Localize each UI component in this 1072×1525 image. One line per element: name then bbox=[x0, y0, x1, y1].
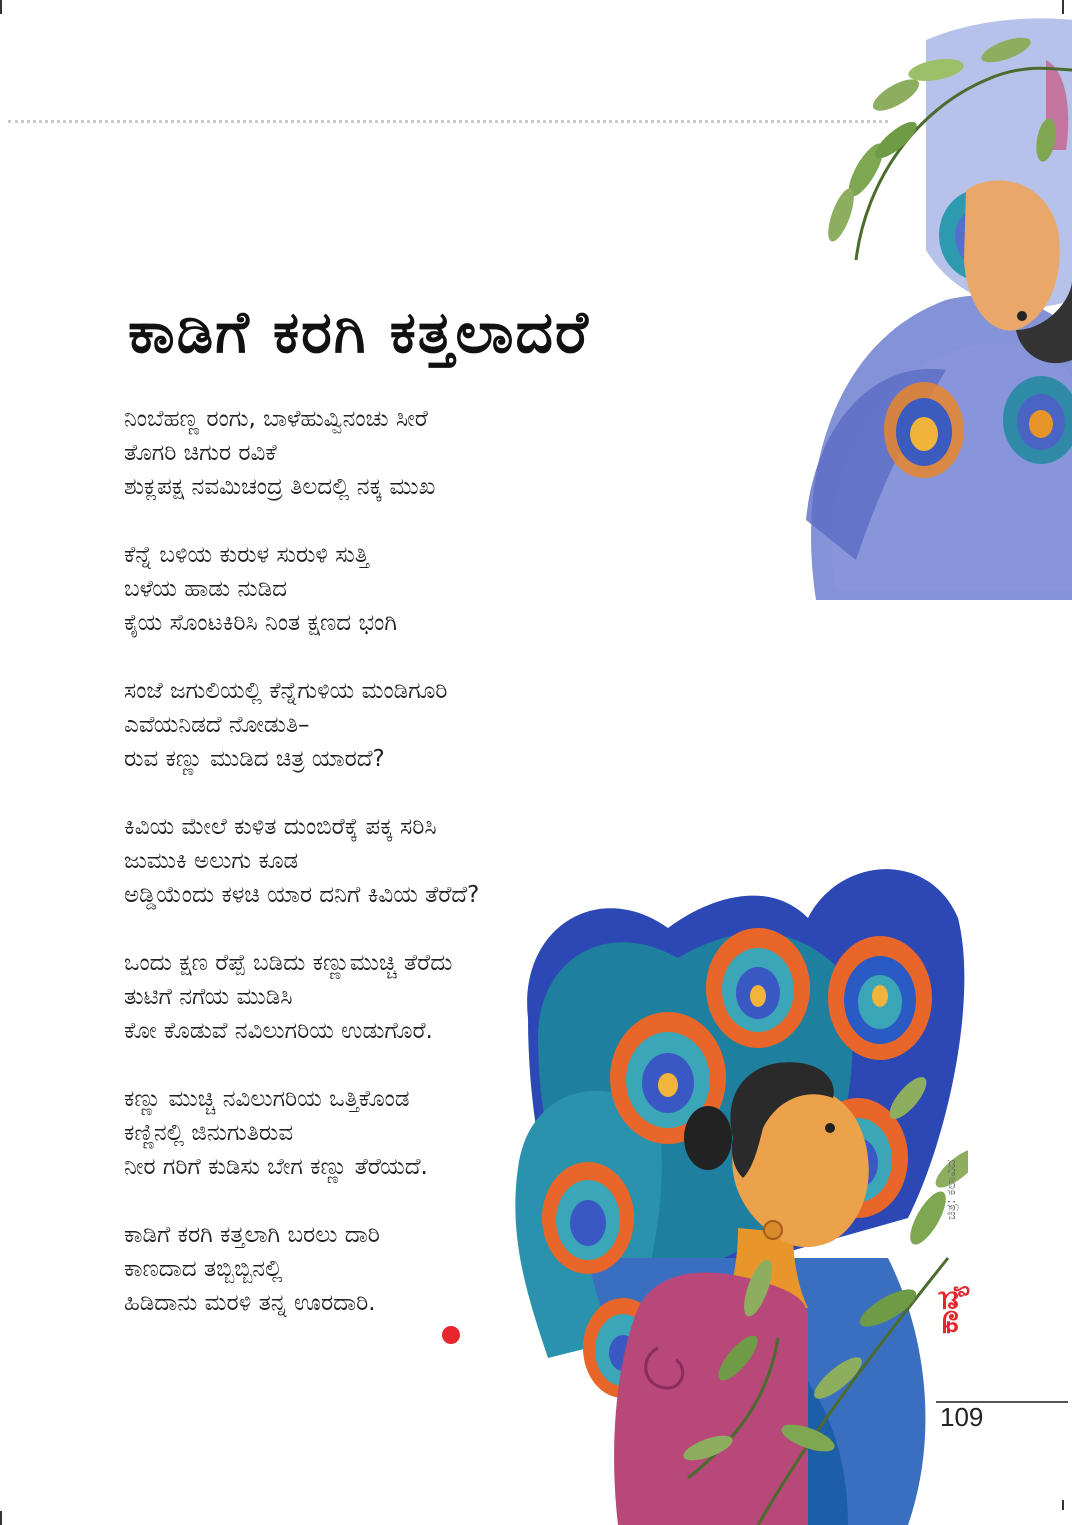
poem-stanza bbox=[124, 674, 594, 776]
feather-eye bbox=[828, 936, 932, 1060]
poem-stanza bbox=[124, 538, 594, 640]
poem-line: ಕಣ್ಣು ಮುಚ್ಚಿ ನವಿಲುಗರಿಯ ಒತ್ತಿಕೊಂಡ bbox=[124, 1086, 410, 1112]
poem-line: ನೀರ ಗರಿಗೆ ಕುಡಿಸು ಬೇಗ ಕಣ್ಣು ತೆರೆಯದೆ. bbox=[124, 1154, 428, 1180]
poem-line: ಎವೆಯನಿಡದೆ ನೋಡುತಿ– bbox=[124, 712, 310, 738]
crop-mark bbox=[0, 0, 2, 14]
poem-line: ಒಂದು ಕ್ಷಣ ರೆಪ್ಪೆ ಬಡಿದು ಕಣ್ಣುಮುಚ್ಚಿ ತೆರೆದು bbox=[124, 950, 453, 976]
poem-line: ಕಾಣದಾದ ತಬ್ಬಿಬ್ಬಿನಲ್ಲಿ bbox=[124, 1256, 283, 1282]
poem-line: ಕೆನ್ನೆ ಬಳಿಯ ಕುರುಳ ಸುರುಳಿ ಸುತ್ತಿ bbox=[124, 542, 369, 568]
poem-stanza bbox=[124, 402, 594, 504]
poem-line: ರುವ ಕಣ್ಣು ಮುಡಿದ ಚಿತ್ರ ಯಾರದೆ? bbox=[124, 746, 385, 772]
poem-line: ಕಾಡಿಗೆ ಕರಗಿ ಕತ್ತಲಾಗಿ ಬರಲು ದಾರಿ bbox=[124, 1222, 380, 1248]
poem-line: ಕೋ ಕೊಡುವೆ ನವಿಲುಗರಿಯ ಉಡುಗೊರೆ. bbox=[124, 1018, 433, 1044]
crop-mark bbox=[1062, 1500, 1064, 1510]
top-illustration bbox=[796, 0, 1072, 612]
poem-line: ಹಿಡಿದಾನು ಮರಳಿ ತನ್ನ ಊರದಾರಿ. bbox=[124, 1290, 376, 1316]
header-dotted-rule bbox=[8, 120, 888, 123]
poem-stanza bbox=[124, 946, 594, 1048]
poem-title: ಕಾಡಿಗೆ ಕರಗಿ ಕತ್ತಲಾದರೆ bbox=[128, 298, 591, 366]
section-tag: ಕಾವ್ಯ bbox=[930, 1286, 966, 1334]
poem-line: ಕೈಯ ಸೊಂಟಕಿರಿಸಿ ನಿಂತ ಕ್ಷಣದ ಭಂಗಿ bbox=[124, 610, 397, 636]
poem-line: ಶುಕ್ಲಪಕ್ಷ ನವಮಿಚಂದ್ರ ತಿಲದಲ್ಲಿ ನಕ್ಕ ಮುಖ bbox=[124, 474, 436, 500]
poem-stanza bbox=[124, 1218, 594, 1320]
end-marker-dot bbox=[442, 1326, 460, 1344]
page-number: 109 bbox=[940, 1402, 984, 1432]
poem-line: ಬಳೆಯ ಹಾಡು ನುಡಿದ bbox=[124, 576, 287, 602]
crop-mark bbox=[0, 1511, 2, 1525]
feather-eye bbox=[706, 928, 810, 1048]
poem-line: ಅಡ್ಡಿಯೆಂದು ಕಳಚಿ ಯಾರ ದನಿಗೆ ಕಿವಿಯ ತೆರೆದೆ? bbox=[124, 882, 480, 908]
poem-line: ಕಣ್ಣಿನಲ್ಲಿ ಜಿನುಗುತಿರುವ bbox=[124, 1120, 294, 1146]
poem-stanza bbox=[124, 1082, 594, 1184]
illustration-credit: ಚಿತ್ರ: ಕಲಾವಿದ bbox=[944, 1159, 959, 1220]
poem-line: ತುಟಿಗೆ ನಗೆಯ ಮುಡಿಸಿ bbox=[124, 984, 293, 1010]
poem-line: ನಿಂಬೆಹಣ್ಣ ರಂಗು, ಬಾಳೆಹುವ್ವಿನಂಚು ಸೀರೆ bbox=[124, 406, 428, 432]
poem-line: ತೊಗರಿ ಚಿಗುರ ರವಿಕೆ bbox=[124, 440, 277, 466]
poem-line: ಜುಮುಕಿ ಅಲುಗು ಕೂಡ bbox=[124, 848, 299, 874]
poem-line: ಕಿವಿಯ ಮೇಲೆ ಕುಳಿತ ದುಂಬಿರೆಕ್ಕೆ ಪಕ್ಕ ಸರಿಸಿ bbox=[124, 814, 437, 840]
poem-body bbox=[124, 402, 594, 1354]
poem-line: ಸಂಜೆ ಜಗುಲಿಯಲ್ಲಿ ಕೆನ್ನೆಗುಳಿಯ ಮಂಡಿಗೂರಿ bbox=[124, 678, 448, 704]
poem-stanza bbox=[124, 810, 594, 912]
